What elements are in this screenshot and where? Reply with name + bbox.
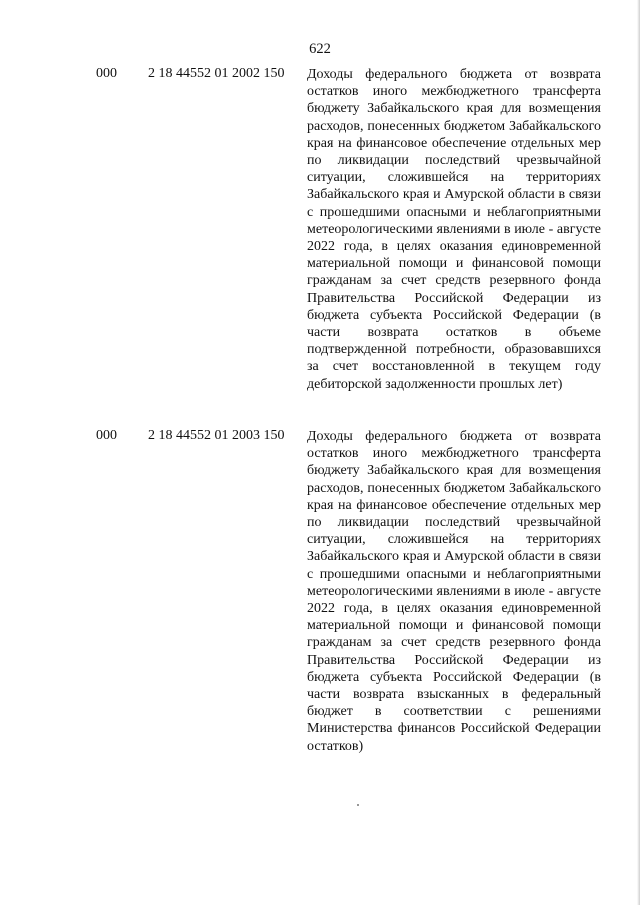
- admin-code: 000: [96, 66, 117, 81]
- admin-code: 000: [96, 428, 117, 443]
- scan-speck: [357, 804, 359, 806]
- revenue-description: Доходы федерального бюджета от возврата остатков иного межбюджетного трансферта бюджету Забайкальского края для возмещения расходов, понесенных бюджетом Забайкальского края на финансовое обеспечение отдельных мер по ликвидации последствий чрезвычайной ситуации, сложившейся на территориях Забайкальского края и Амурской области в связи с прошедшими опасными и неблагоприятными метеорологическими явлениями в июле - августе 2022 года, в целях оказания единовременной материальной помощи и финансовой помощи гражданам за счет средств резервного фонда Правительства Российской Федерации из бюджета субъекта Российской Федерации (в части возврата взысканных в федеральный бюджет в соответствии с решениями Министерства финансов Российской Федерации остатков): [307, 429, 601, 754]
- classification-code: 2 18 44552 01 2002 150: [148, 66, 285, 81]
- classification-code: 2 18 44552 01 2003 150: [148, 428, 285, 443]
- page-number: 622: [309, 41, 331, 57]
- revenue-description: Доходы федерального бюджета от возврата остатков иного межбюджетного трансферта бюджету Забайкальского края для возмещения расходов, понесенных бюджетом Забайкальского края на финансовое обеспечение отдельных мер по ликвидации последствий чрезвычайной ситуации, сложившейся на территориях Забайкальского края и Амурской области в связи с прошедшими опасными и неблагоприятными метеорологическими явлениями в июле - августе 2022 года, в целях оказания единовременной материальной помощи и финансовой помощи гражданам за счет средств резервного фонда Правительства Российской Федерации из бюджета субъекта Российской Федерации (в части возврата остатков в объеме подтвержденной потребности, образовавшихся за счет восстановленной в текущем году дебиторской задолженности прошлых лет): [307, 67, 601, 392]
